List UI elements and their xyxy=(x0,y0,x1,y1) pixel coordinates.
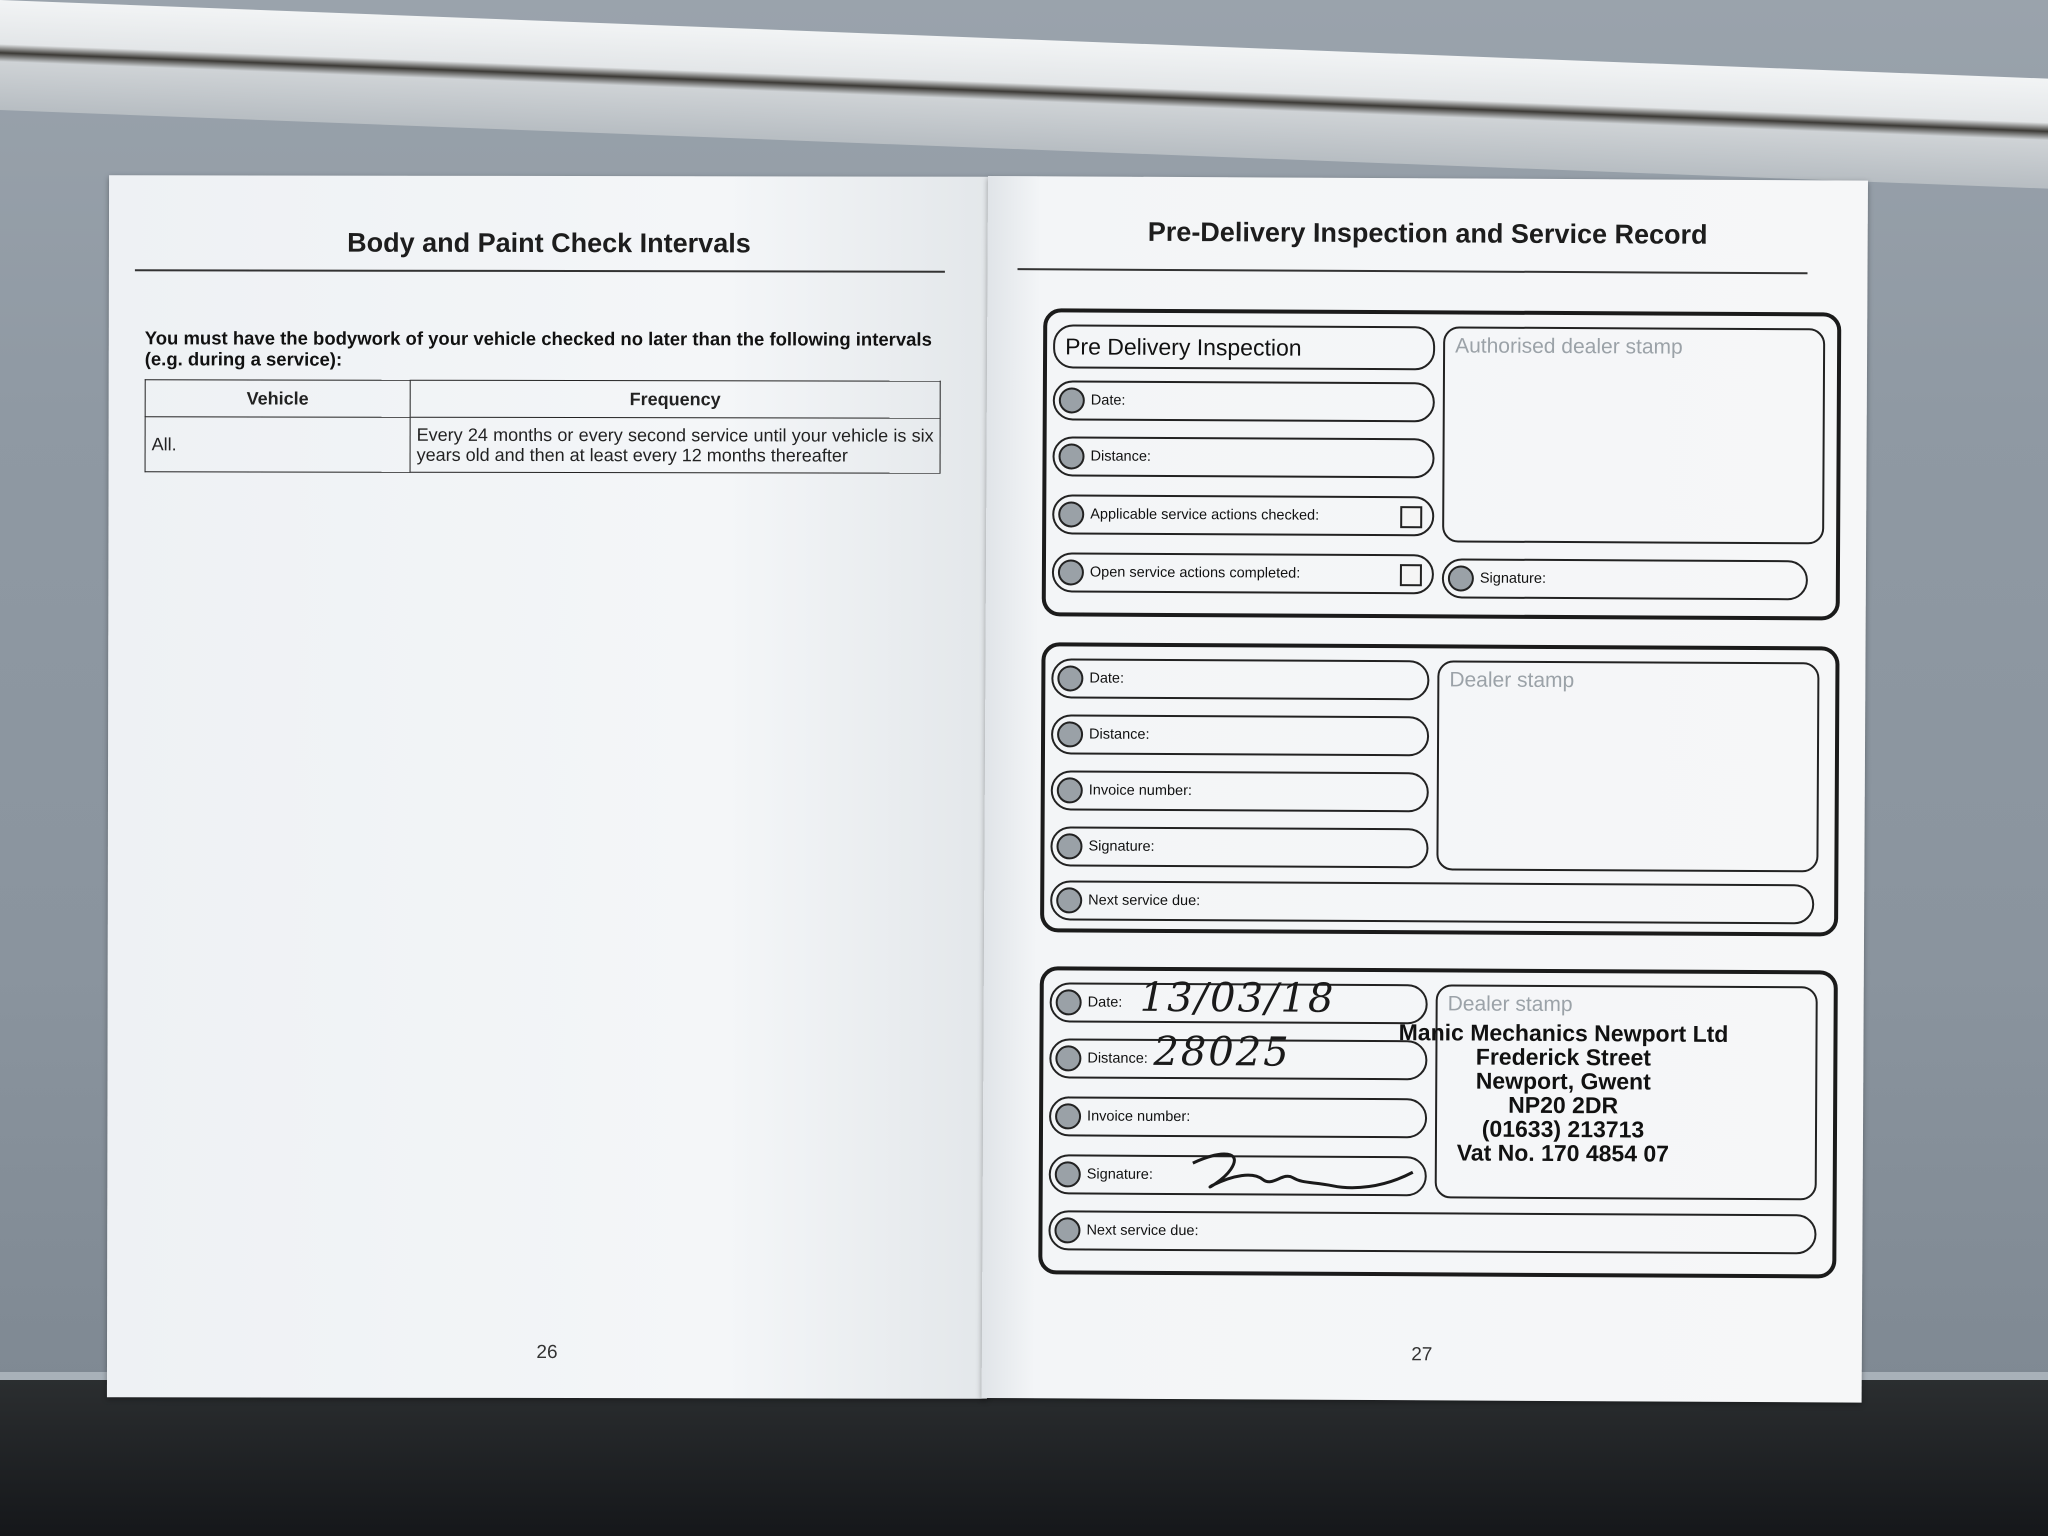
service1-stamp-area xyxy=(1436,660,1819,872)
intervals-intro: You must have the bodywork of your vehicle checked no later than the following intervals (e.g. during a service): xyxy=(144,327,932,370)
pdi-date-label: Date: xyxy=(1090,392,1126,409)
bullet-icon xyxy=(1448,565,1474,591)
service1-next-field[interactable] xyxy=(1050,880,1814,924)
pdi-distance-field[interactable] xyxy=(1052,436,1434,478)
service2-stamp-label: Dealer stamp xyxy=(1447,992,1573,1017)
right-page xyxy=(982,176,1868,1403)
table-header-row xyxy=(145,380,940,418)
service1-next-label: Next service due: xyxy=(1088,892,1201,910)
pdi-stamp-area xyxy=(1442,326,1825,544)
service2-next-field[interactable] xyxy=(1048,1210,1816,1254)
left-page-title: Body and Paint Check Intervals xyxy=(347,227,751,259)
page-number-left: 26 xyxy=(536,1341,558,1364)
bullet-icon xyxy=(1055,1161,1081,1187)
service-record-1 xyxy=(1040,642,1840,936)
stamp-line-phone: (01633) 213713 xyxy=(1481,1115,1645,1143)
intervals-table xyxy=(145,379,941,473)
pdi-applicable-field xyxy=(1052,494,1434,536)
open-actions-checkbox[interactable] xyxy=(1400,564,1422,586)
bullet-icon xyxy=(1057,721,1083,747)
service1-invoice-label: Invoice number: xyxy=(1088,782,1192,800)
bullet-icon xyxy=(1056,989,1082,1015)
bullet-icon xyxy=(1058,559,1084,585)
service2-signature-label: Signature: xyxy=(1086,1166,1153,1183)
right-title-rule xyxy=(1018,268,1808,274)
pdi-heading: Pre Delivery Inspection xyxy=(1065,332,1302,361)
stamp-line-town: Newport, Gwent xyxy=(1475,1067,1651,1095)
left-title-rule xyxy=(135,269,945,272)
dealer-stamp-impression xyxy=(1363,1020,1764,1166)
bullet-icon xyxy=(1055,1045,1081,1071)
bullet-icon xyxy=(1059,387,1085,413)
bullet-icon xyxy=(1056,833,1082,859)
bullet-icon xyxy=(1057,665,1083,691)
pdi-section xyxy=(1042,308,1842,620)
service-booklet xyxy=(108,176,1868,1406)
service2-invoice-label: Invoice number: xyxy=(1087,1108,1191,1126)
stamp-line-vat: Vat No. 170 4854 07 xyxy=(1456,1139,1670,1167)
pdi-signature-field[interactable] xyxy=(1442,558,1808,600)
pdi-signature-label: Signature: xyxy=(1479,570,1547,587)
pdi-stamp-label: Authorised dealer stamp xyxy=(1455,334,1683,359)
stamp-line-street: Frederick Street xyxy=(1475,1043,1652,1071)
service2-distance-label: Distance: xyxy=(1087,1050,1148,1067)
service1-invoice-field[interactable] xyxy=(1051,770,1429,812)
cell-frequency: Every 24 months or every second service until your vehicle is six years old and then at least every 12 months thereafter xyxy=(410,417,940,473)
service2-distance-value: 28025 xyxy=(1153,1028,1291,1076)
service1-date-field[interactable] xyxy=(1051,658,1429,700)
applicable-checkbox[interactable] xyxy=(1400,506,1422,528)
service1-date-label: Date: xyxy=(1089,670,1125,687)
table-row xyxy=(145,417,940,473)
column-header-vehicle: Vehicle xyxy=(145,380,410,417)
right-page-title: Pre-Delivery Inspection and Service Record xyxy=(1147,216,1708,250)
pdi-heading-field xyxy=(1053,324,1435,370)
service1-signature-field[interactable] xyxy=(1050,826,1428,868)
service2-date-value: 13/03/18 xyxy=(1139,974,1336,1022)
bullet-icon xyxy=(1056,887,1082,913)
pdi-open-label: Open service actions completed: xyxy=(1089,564,1301,582)
service2-date-label: Date: xyxy=(1087,994,1123,1011)
service1-stamp-label: Dealer stamp xyxy=(1449,668,1575,693)
bullet-icon xyxy=(1055,1103,1081,1129)
bullet-icon xyxy=(1057,777,1083,803)
service2-next-label: Next service due: xyxy=(1086,1222,1199,1240)
pdi-open-field xyxy=(1052,552,1434,594)
page-number-right: 27 xyxy=(1411,1344,1433,1366)
stamp-line-company: Manic Mechanics Newport Ltd xyxy=(1398,1019,1729,1047)
bullet-icon xyxy=(1054,1217,1080,1243)
pdi-date-field[interactable] xyxy=(1053,380,1435,422)
cell-vehicle: All. xyxy=(145,417,410,472)
stamp-line-postcode: NP20 2DR xyxy=(1508,1091,1619,1119)
service1-signature-label: Signature: xyxy=(1088,838,1155,855)
service1-distance-field[interactable] xyxy=(1051,714,1429,756)
service1-distance-label: Distance: xyxy=(1089,726,1150,743)
pdi-applicable-label: Applicable service actions checked: xyxy=(1090,506,1320,524)
pdi-distance-label: Distance: xyxy=(1090,448,1152,465)
column-header-frequency: Frequency xyxy=(410,380,940,418)
bullet-icon xyxy=(1058,443,1084,469)
service-record-2 xyxy=(1038,966,1838,1278)
bullet-icon xyxy=(1058,501,1084,527)
left-page xyxy=(107,175,989,1399)
